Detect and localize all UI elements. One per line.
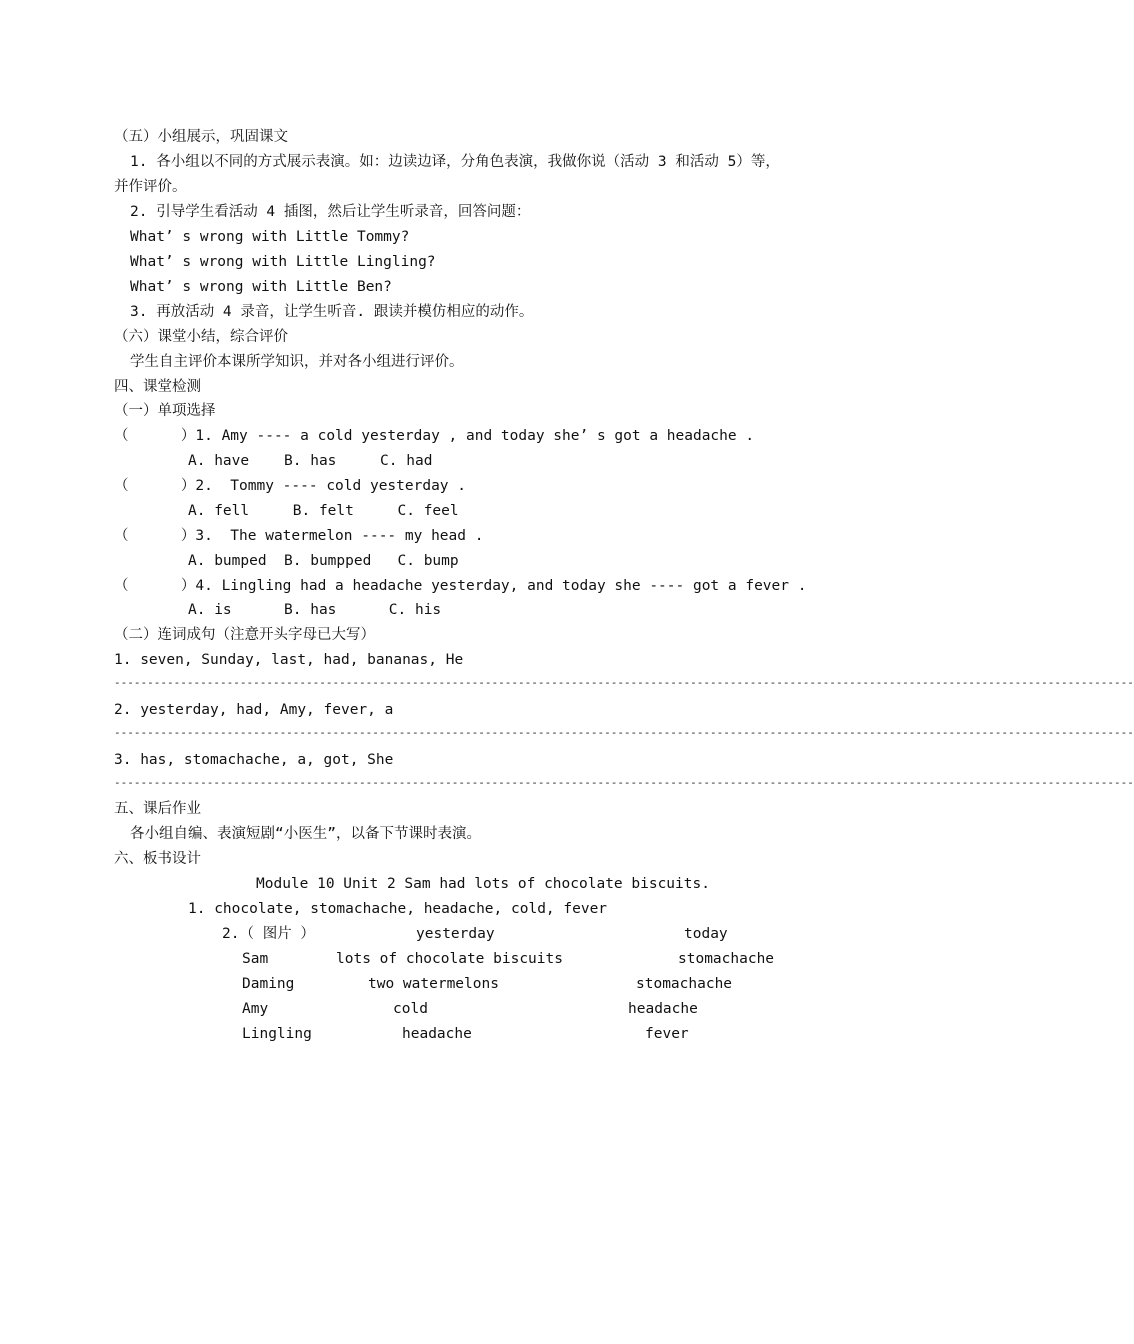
sentence-item-3: 3. has, stomachache, a, got, She	[114, 752, 394, 768]
quiz-options-2: A. fell B. felt C. feel	[188, 503, 459, 519]
quiz-options-4: A. is B. has C. his	[188, 602, 442, 618]
sentence-item-2: 2. yesterday, had, Amy, fever, a	[114, 702, 394, 718]
board-row-yesterday: headache	[402, 1026, 472, 1042]
quiz-question-1: （ ）1. Amy ---- a cold yesterday , and today she’ s got a headache .	[114, 428, 755, 444]
section5-item3: 3. 再放活动 4 录音，让学生听音. 跟读并模仿相应的动作。	[130, 304, 534, 320]
quiz-question-4: （ ）4. Lingling had a headache yesterday, and today she ---- got a fever .	[114, 578, 807, 594]
board-line-2-label: 2.（ 图片 ）	[222, 926, 315, 942]
board-row-yesterday: lots of chocolate biscuits	[336, 951, 563, 967]
board-row-today: headache	[628, 1001, 698, 1017]
part6-heading: 六、板书设计	[114, 851, 201, 867]
answer-line-1: ----------------------------------------------------------------------------------------------------------------------------------------------------------	[114, 676, 1134, 689]
board-row-today: stomachache	[636, 976, 733, 992]
part5-text: 各小组自编、表演短剧“小医生”，以备下节课时表演。	[130, 826, 481, 842]
quiz-question-3: （ ）3. The watermelon ---- my head .	[114, 528, 484, 544]
part4-sub1: （一）单项选择	[114, 403, 216, 419]
section6-text: 学生自主评价本课所学知识，并对各小组进行评价。	[130, 354, 464, 370]
board-col-today: today	[684, 926, 728, 942]
section5-item1-cont: 并作评价。	[114, 179, 187, 195]
board-row-yesterday: cold	[393, 1001, 428, 1017]
quiz-question-2: （ ）2. Tommy ---- cold yesterday .	[114, 478, 467, 494]
section5-item2: 2. 引导学生看活动 4 插图，然后让学生听录音，回答问题：	[130, 204, 531, 220]
board-row-today: fever	[645, 1026, 689, 1042]
board-row-name: Amy	[242, 1001, 269, 1017]
section5-question-2: What’ s wrong with Little Lingling?	[130, 254, 436, 270]
answer-line-2: ----------------------------------------------------------------------------------------------------------------------------------------------------------	[114, 726, 1134, 739]
part4-sub2: （二）连词成句（注意开头字母已大写）	[114, 627, 375, 643]
part5-heading: 五、课后作业	[114, 801, 201, 817]
board-row-name: Lingling	[242, 1026, 312, 1042]
section5-heading: （五）小组展示，巩固课文	[114, 129, 288, 145]
sentence-item-1: 1. seven, Sunday, last, had, bananas, He	[114, 652, 464, 668]
section6-heading: （六）课堂小结，综合评价	[114, 329, 288, 345]
answer-line-3: ----------------------------------------------------------------------------------------------------------------------------------------------------------	[114, 776, 1134, 789]
board-row-yesterday: two watermelons	[368, 976, 499, 992]
board-title: Module 10 Unit 2 Sam had lots of chocolate biscuits.	[256, 876, 710, 892]
section5-question-3: What’ s wrong with Little Ben?	[130, 279, 392, 295]
section5-item1: 1. 各小组以不同的方式展示表演。如：边读边译，分角色表演，我做你说（活动 3 和活动 5）等，	[130, 154, 780, 170]
board-line-1: 1. chocolate, stomachache, headache, cold, fever	[188, 901, 608, 917]
board-col-yesterday: yesterday	[416, 926, 495, 942]
board-row-today: stomachache	[678, 951, 775, 967]
quiz-options-3: A. bumped B. bumpped C. bump	[188, 553, 459, 569]
section5-question-1: What’ s wrong with Little Tommy?	[130, 229, 410, 245]
board-row-name: Daming	[242, 976, 295, 992]
part4-heading: 四、课堂检测	[114, 379, 201, 395]
board-row-name: Sam	[242, 951, 269, 967]
quiz-options-1: A. have B. has C. had	[188, 453, 433, 469]
